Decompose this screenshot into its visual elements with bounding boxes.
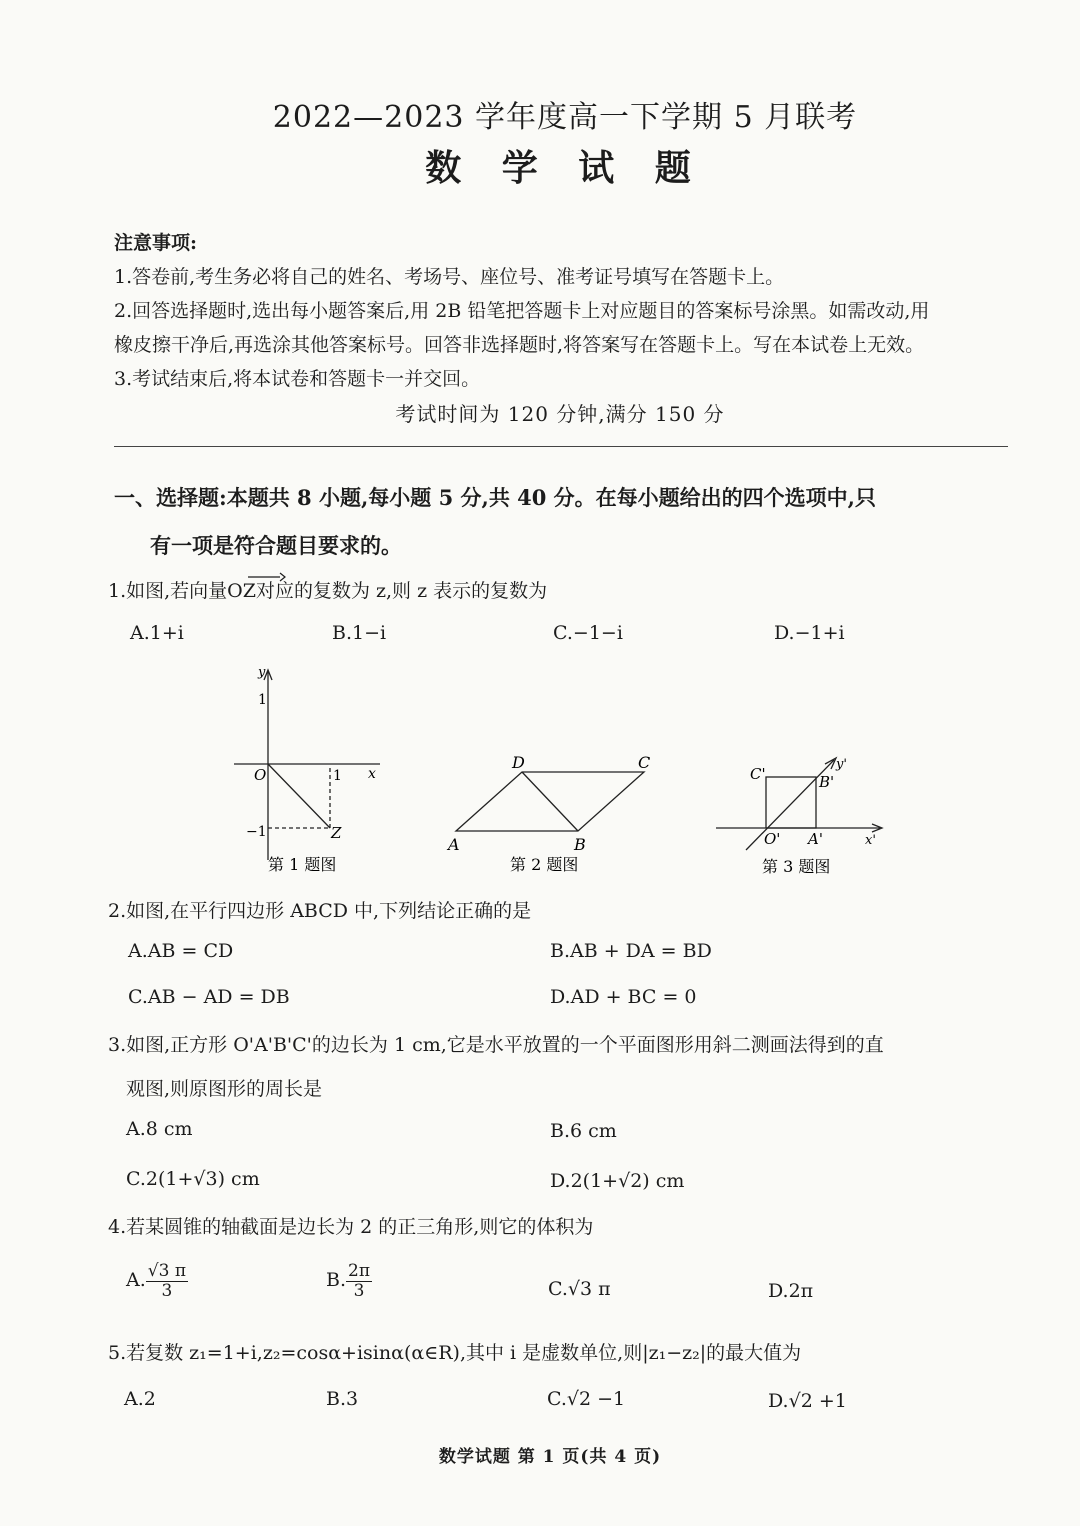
- q2-option-b: B.AB + DA = BD: [550, 940, 712, 962]
- q3-option-b: B.6 cm: [550, 1120, 617, 1142]
- q4-option-a-fraction: $\frac{√3 \pi}{3}$: [147, 1261, 186, 1301]
- q4-option-c: C.√3 π: [548, 1278, 611, 1300]
- fig3-label-o: O': [764, 830, 781, 848]
- q4-option-b-fraction: $\frac{2\pi}{3}$: [348, 1261, 371, 1301]
- fig1-label-1y: 1: [258, 692, 267, 708]
- section-heading: 一、选择题:本题共 8 小题,每小题 5 分,共 40 分。在每小题给出的四个选项中,只: [114, 485, 876, 510]
- q3-option-c: C.2(1+√3) cm: [126, 1168, 260, 1190]
- q5-option-b: B.3: [326, 1388, 359, 1410]
- q5-option-a: A.2: [124, 1388, 156, 1410]
- divider: [114, 446, 1008, 447]
- fig3-label-a: A': [808, 830, 823, 848]
- q2-option-d: D.AD + BC = 0: [550, 986, 697, 1008]
- section-heading-cont: 有一项是符合题目要求的。: [150, 533, 402, 558]
- fig1-label-y: y: [258, 665, 266, 680]
- exam-time: 考试时间为 120 分钟,满分 150 分: [395, 402, 725, 426]
- question-5: 5.若复数 z₁=1+i,z₂=cosα+isinα(α∈R),其中 i 是虚数单位,则|z₁−z₂|的最大值为: [108, 1342, 802, 1364]
- question-2: 2.如图,在平行四边形 ABCD 中,下列结论正确的是: [108, 900, 532, 922]
- question-3-cont: 观图,则原图形的周长是: [126, 1078, 323, 1100]
- question-3: 3.如图,正方形 O'A'B'C'的边长为 1 cm,它是水平放置的一个平面图形用斜二测画法得到的直: [108, 1034, 884, 1056]
- notice-item: 2.回答选择题时,选出每小题答案后,用 2B 铅笔把答题卡上对应题目的答案标号涂黑。如需改动,用: [114, 300, 930, 322]
- q4-option-b: [326, 1262, 372, 1300]
- fig2-label-c: C: [638, 753, 651, 772]
- fig2-caption: 第 2 题图: [510, 855, 579, 874]
- fig3-label-y: y': [836, 757, 847, 772]
- fig2-label-a: A: [448, 835, 460, 854]
- fig1-label-1x: 1: [333, 768, 342, 784]
- fig3-label-c: C': [750, 765, 766, 783]
- q5-option-c: C.√2 −1: [547, 1388, 626, 1410]
- fig3-label-b: B': [819, 773, 835, 791]
- q2-option-a: A.AB = CD: [128, 940, 234, 962]
- fig1-label-neg1: −1: [246, 824, 267, 840]
- notice-heading: 注意事项:: [114, 232, 198, 254]
- fig2-label-d: D: [512, 753, 525, 772]
- q1-option-a: A.1+i: [130, 622, 184, 644]
- fig1-label-x: x: [368, 766, 376, 782]
- question-1: 1.如图,若向量OZ对应的复数为 z,则 z 表示的复数为: [108, 580, 548, 602]
- notice-item: 3.考试结束后,将本试卷和答题卡一并交回。: [114, 368, 481, 390]
- q5-option-d: D.√2 +1: [768, 1390, 847, 1412]
- fig3-label-x: x': [865, 833, 876, 848]
- fig1-label-o: O: [254, 766, 267, 784]
- question-4: 4.若某圆锥的轴截面是边长为 2 的正三角形,则它的体积为: [108, 1216, 594, 1238]
- q1-option-d: D.−1+i: [774, 622, 845, 644]
- vector-arrow-icon: [246, 571, 286, 583]
- q3-option-d: D.2(1+√2) cm: [550, 1170, 685, 1192]
- figures-row: [220, 660, 920, 885]
- q1-option-b: B.1−i: [332, 622, 387, 644]
- q3-option-a: A.8 cm: [126, 1118, 193, 1140]
- fig1-caption: 第 1 题图: [268, 855, 337, 874]
- exam-title: 2022—2023 学年度高一下学期 5 月联考: [272, 100, 858, 135]
- subject-title: 数 学 试 题: [425, 147, 705, 189]
- q4-option-b-label: B.: [326, 1269, 347, 1292]
- fig2-label-b: B: [574, 835, 586, 854]
- fig1-label-z: Z: [331, 824, 342, 842]
- notice-item: 橡皮擦干净后,再选涂其他答案标号。回答非选择题时,将答案写在答题卡上。写在本试卷上无效。: [114, 334, 925, 356]
- q4-option-d: D.2π: [768, 1280, 814, 1302]
- q4-option-a: [126, 1262, 188, 1300]
- q4-option-a-label: A.: [126, 1269, 146, 1292]
- figure-2: [456, 772, 644, 831]
- page-footer: 数学试题 第 1 页(共 4 页): [438, 1447, 662, 1467]
- fig3-caption: 第 3 题图: [762, 857, 831, 876]
- notice-item: 1.答卷前,考生务必将自己的姓名、考场号、座位号、准考证号填写在答题卡上。: [114, 266, 785, 288]
- figure-3: [716, 758, 882, 850]
- q1-option-c: C.−1−i: [553, 622, 623, 644]
- q2-option-c: C.AB − AD = DB: [128, 986, 290, 1008]
